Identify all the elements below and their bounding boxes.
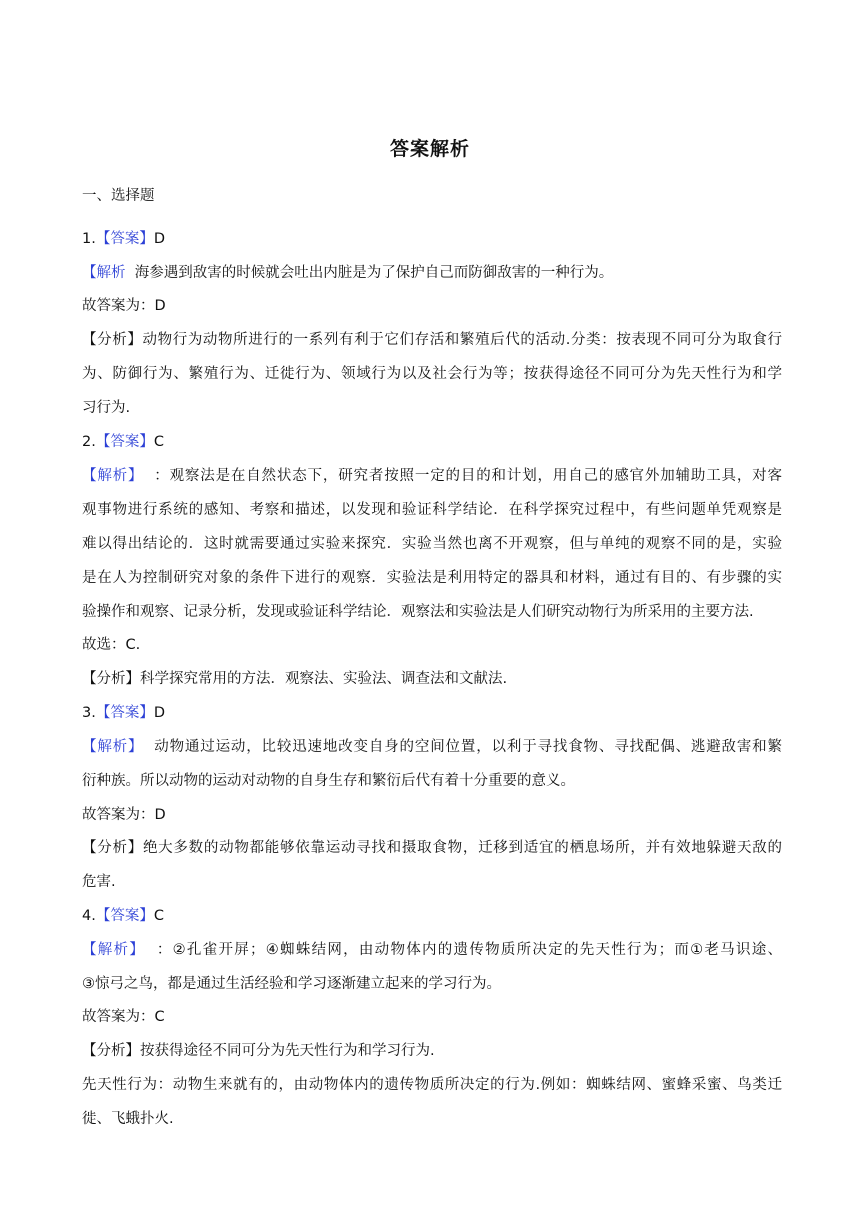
q2-answer-value: C — [153, 434, 164, 450]
q3-fenxi-line — [82, 838, 782, 858]
q3-jiexi-text: 动物通过运动，比较迅速地改变自身的空间位置，以利于寻找食物、寻找配偶、逃避敌害和繁 — [154, 739, 783, 755]
q2-jiexi-cont: 难以得出结论的．这时就需要通过实验来探究．实验当然也离不开观察，但与单纯的观察不同的是，实验 — [82, 536, 782, 552]
q1-conclusion: 故答案为：D — [82, 298, 166, 314]
q2-jiexi-text: ：观察法是在自然状态下，研究者按照一定的目的和计划，用自己的感官外加辅助工具，对客 — [154, 468, 783, 484]
q2-conclusion: 故选：C. — [82, 637, 141, 653]
q2-number: 2. — [82, 434, 96, 450]
q4-conclusion: 故答案为：C — [82, 1009, 165, 1025]
q3-fenxi-tag: 【分析】 — [82, 840, 143, 856]
q4-jiexi-text: ：②孔雀开屏；④蜘蛛结网，由动物体内的遗传物质所决定的先天性行为；而①老马识途、 — [156, 942, 782, 958]
q4-fenxi-cont: 徙、飞蛾扑火. — [82, 1111, 174, 1127]
q4-fenxi-cont: 先天性行为：动物生来就有的，由动物体内的遗传物质所决定的行为.例如：蜘蛛结网、蜜蜂采蜜、鸟类迁 — [82, 1077, 782, 1093]
q1-jiexi-tag: 【解析 — [82, 265, 126, 281]
q1-jiexi-line — [82, 263, 782, 283]
q4-fenxi-tag: 【分析】 — [82, 1043, 140, 1059]
q3-number: 3. — [82, 705, 96, 721]
q1-fenxi-line — [82, 330, 782, 350]
q1-answer-value: D — [153, 231, 166, 247]
q4-answer-value: C — [153, 908, 164, 924]
q3-jiexi-cont: 衍种族。所以动物的运动对动物的自身生存和繁衍后代有着十分重要的意义。 — [82, 773, 575, 789]
q4-answer-line — [82, 906, 782, 926]
q1-fenxi-cont: 为、防御行为、繁殖行为、迁徙行为、领域行为以及社会行为等；按获得途径不同可分为先天性行为和学 — [82, 366, 782, 382]
q4-fenxi-text: 按获得途径不同可分为先天性行为和学习行为. — [140, 1043, 435, 1059]
q3-fenxi-text: 绝大多数的动物都能够依靠运动寻找和摄取食物，迁移到适宜的栖息场所，并有效地躲避天敌的 — [142, 840, 783, 856]
q2-fenxi-tag: 【分析】 — [82, 671, 140, 687]
q4-fenxi-line — [82, 1041, 782, 1061]
q2-fenxi-line — [82, 669, 782, 689]
q1-fenxi-text: 动物行为动物所进行的一系列有利于它们存活和繁殖后代的活动.分类：按表现不同可分为取食行 — [142, 332, 782, 348]
q3-fenxi-cont: 危害. — [82, 874, 116, 890]
q3-jiexi-line — [82, 737, 782, 757]
q2-fenxi-text: 科学探究常用的方法．观察法、实验法、调查法和文献法. — [140, 671, 508, 687]
q4-number: 4. — [82, 908, 96, 924]
q1-answer-tag: 【答案】 — [95, 231, 154, 247]
q4-jiexi-cont: ③惊弓之鸟，都是通过生活经验和学习逐渐建立起来的学习行为。 — [82, 976, 501, 992]
q2-jiexi-cont: 是在人为控制研究对象的条件下进行的观察．实验法是利用特定的器具和材料，通过有目的、有步骤的实 — [82, 570, 782, 586]
q4-jiexi-line — [82, 940, 782, 960]
page-title: 答案解析 — [389, 138, 470, 160]
q1-jiexi-text: 海参遇到敌害的时候就会吐出内脏是为了保护自己而防御敌害的一种行为。 — [134, 265, 614, 281]
q4-jiexi-tag: 【解析】 — [82, 942, 146, 958]
q1-fenxi-cont: 习行为. — [82, 400, 131, 416]
q3-answer-value: D — [153, 705, 166, 721]
section-heading: 一、选择题 — [82, 188, 155, 204]
q2-jiexi-line — [82, 466, 782, 486]
q2-jiexi-cont: 验操作和观察、记录分析，发现或验证科学结论．观察法和实验法是人们研究动物行为所采用的主要方法. — [82, 604, 754, 620]
q3-conclusion: 故答案为：D — [82, 807, 166, 823]
q3-jiexi-tag: 【解析】 — [82, 739, 144, 755]
q2-jiexi-tag: 【解析】 — [82, 468, 144, 484]
q2-jiexi-cont: 观事物进行系统的感知、考察和描述，以发现和验证科学结论．在科学探究过程中，有些问题单凭观察是 — [82, 502, 782, 518]
q1-answer-line — [82, 229, 782, 249]
q1-fenxi-tag: 【分析】 — [82, 332, 143, 348]
q4-answer-tag: 【答案】 — [95, 908, 154, 924]
q1-number: 1. — [82, 231, 96, 247]
q2-answer-tag: 【答案】 — [95, 434, 154, 450]
q3-answer-line — [82, 703, 782, 723]
q2-answer-line — [82, 432, 782, 452]
q3-answer-tag: 【答案】 — [95, 705, 154, 721]
